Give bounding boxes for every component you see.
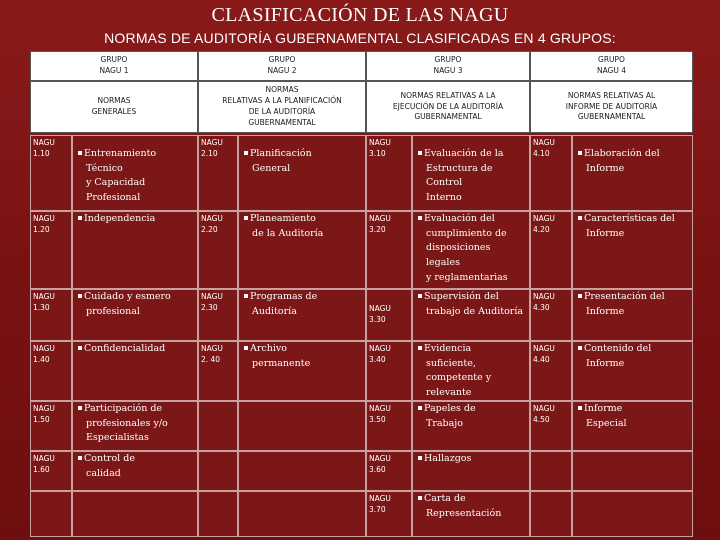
standard-cell [72,491,198,537]
nagu-standard: Características del Informe [572,212,693,241]
nagu-standard: Contenido del Informe [572,342,693,371]
nagu-code: NAGU 3.40 [369,344,391,364]
nagu-standard: Control de calidad [72,452,198,481]
bullet-icon [244,294,248,298]
bullet-icon [418,456,422,460]
standard-cell [238,401,366,451]
nagu-standard: Informe Especial [572,402,693,431]
group-description-text: NORMAS RELATIVAS AL INFORME DE AUDITORÍA GUBERNAMENTAL [565,90,658,122]
nagu-standard: Elaboración del Informe [572,147,693,176]
group-description-2 [198,81,366,133]
nagu-code: NAGU 3.50 [369,404,391,424]
standard-cell [238,491,366,537]
bullet-icon [418,406,422,410]
nagu-standard: Confidencialidad [72,342,198,357]
group-description-1 [30,81,198,133]
bullet-icon [244,216,248,220]
nagu-code: NAGU 3.20 [369,214,391,234]
nagu-standard: Presentación del Informe [572,290,693,319]
code-cell [198,451,238,491]
nagu-code: NAGU 4.10 [533,138,555,158]
group-description-text: NORMAS RELATIVAS A LA PLANIFICACIÓN DE LA AUDITORÍA GUBERNAMENTAL [222,85,342,127]
nagu-code: NAGU 2. 40 [201,344,223,364]
nagu-code: NAGU 3.30 [369,304,391,324]
group-header-3 [366,51,530,81]
bullet-icon [578,294,582,298]
nagu-standard: Hallazgos [412,452,530,467]
bullet-icon [418,294,422,298]
nagu-code: NAGU 3.60 [369,454,391,474]
group-label: GRUPO NAGU 3 [433,55,463,75]
nagu-code: NAGU 4.40 [533,344,555,364]
group-header-1 [30,51,198,81]
group-description-text: NORMAS RELATIVAS A LA EJECUCIÓN DE LA AUDITORÍA GUBERNAMENTAL [392,90,504,122]
bullet-icon [578,216,582,220]
bullet-icon [78,456,82,460]
bullet-icon [578,151,582,155]
bullet-icon [418,216,422,220]
nagu-standard: Supervisión del trabajo de Auditoría [412,290,530,319]
group-description-text: NORMAS GENERALES [91,96,137,116]
bullet-icon [78,216,82,220]
nagu-standard: Programas de Auditoría [238,290,366,319]
group-label: GRUPO NAGU 2 [267,55,297,75]
nagu-standard: Independencia [72,212,198,227]
nagu-code: NAGU 4.30 [533,292,555,312]
nagu-standard: Archivo permanente [238,342,366,371]
nagu-code: NAGU 1.20 [33,214,55,234]
code-cell [530,491,572,537]
nagu-standard: Cuidado y esmero profesional [72,290,198,319]
nagu-standard: Carta de Representación [412,492,530,521]
nagu-standard: Entrenamiento Técnico y Capacidad Profesional [72,147,198,206]
nagu-classification-table [30,51,693,537]
nagu-standard: Planificación General [238,147,366,176]
nagu-standard: Participación de profesionales y/o Especialistas [72,402,198,446]
page-subtitle: NORMAS DE AUDITORÍA GUBERNAMENTAL CLASIFICADAS EN 4 GRUPOS: [104,30,616,46]
nagu-code: NAGU 3.70 [369,494,391,514]
nagu-code: NAGU 1.50 [33,404,55,424]
bullet-icon [78,294,82,298]
bullet-icon [244,346,248,350]
nagu-code: NAGU 3.10 [369,138,391,158]
bullet-icon [418,496,422,500]
nagu-code: NAGU 4.50 [533,404,555,424]
group-header-2 [198,51,366,81]
bullet-icon [418,346,422,350]
nagu-standard: Papeles de Trabajo [412,402,530,431]
bullet-icon [78,151,82,155]
standard-cell [238,451,366,491]
group-label: GRUPO NAGU 1 [99,55,129,75]
bullet-icon [418,151,422,155]
bullet-icon [578,346,582,350]
code-cell [198,401,238,451]
nagu-standard: Evidencia suficiente, competente y relevante [412,342,530,401]
nagu-standard: Evaluación de la Estructura de Control Interno [412,147,530,206]
page-title: CLASIFICACIÓN DE LAS NAGU [211,4,509,26]
code-cell [530,451,572,491]
nagu-standard: Evaluación del cumplimiento de disposiciones legales y reglamentarias [412,212,530,286]
nagu-standard: Planeamiento de la Auditoría [238,212,366,241]
group-label: GRUPO NAGU 4 [596,55,627,75]
nagu-code: NAGU 2.20 [201,214,223,234]
nagu-code: NAGU 2.10 [201,138,223,158]
nagu-code: NAGU 1.10 [33,138,55,158]
bullet-icon [78,346,82,350]
group-header-4 [530,51,693,81]
standard-cell [572,491,693,537]
code-cell [30,491,72,537]
code-cell [198,491,238,537]
standard-cell [572,451,693,491]
group-description-4 [530,81,693,133]
bullet-icon [78,406,82,410]
nagu-code: NAGU 1.60 [33,454,55,474]
nagu-code: NAGU 1.30 [33,292,55,312]
nagu-code: NAGU 1.40 [33,344,55,364]
nagu-code: NAGU 4.20 [533,214,555,234]
nagu-code: NAGU 2.30 [201,292,223,312]
bullet-icon [244,151,248,155]
bullet-icon [578,406,582,410]
group-description-3 [366,81,530,133]
